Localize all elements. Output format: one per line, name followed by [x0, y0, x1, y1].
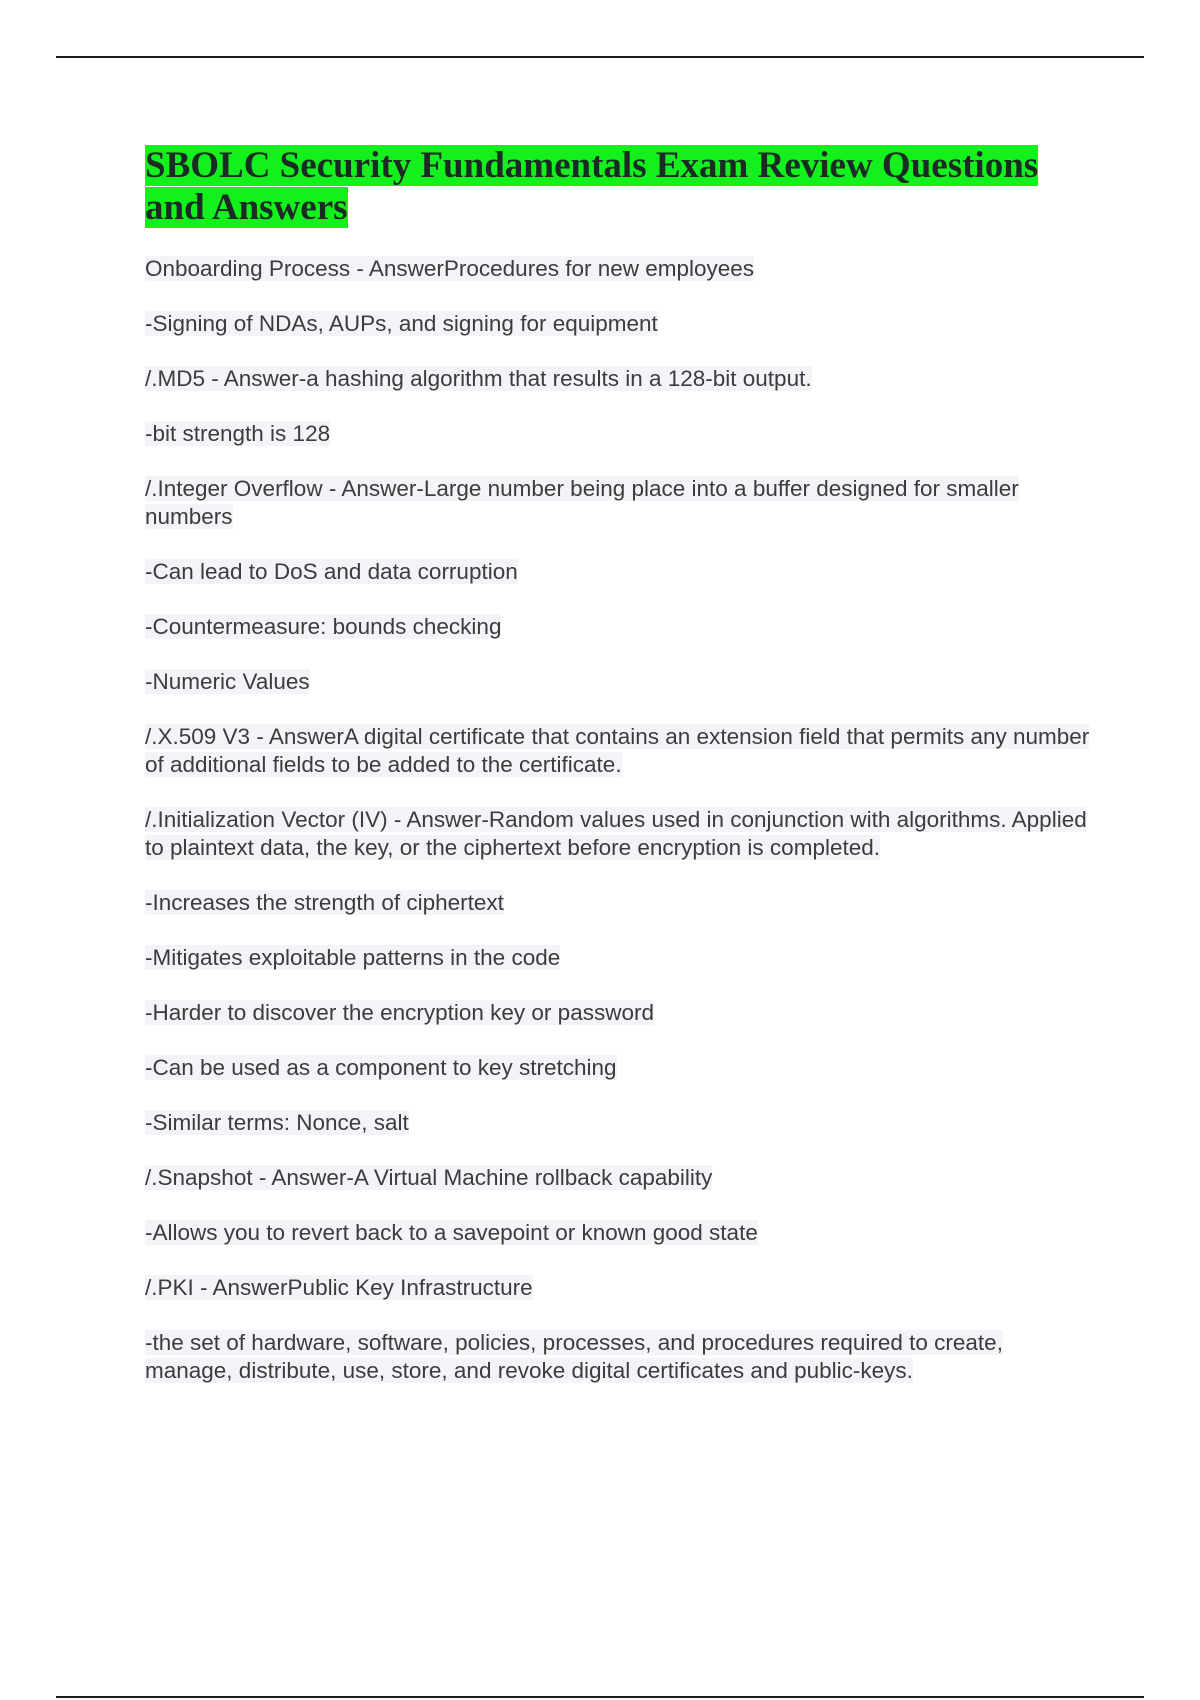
- qa-entry-text: -Similar terms: Nonce, salt: [145, 1110, 409, 1135]
- qa-entry-text: /.Snapshot - Answer-A Virtual Machine rollback capability: [145, 1165, 713, 1190]
- qa-entry: [145, 806, 1095, 862]
- qa-entry-text: -Signing of NDAs, AUPs, and signing for equipment: [145, 311, 658, 336]
- qa-entry-text: /.Initialization Vector (IV) - Answer-Random values used in conjunction with algorithms. Applied to plaintext data, the key, or the ciphertext before encryption is completed.: [145, 807, 1087, 860]
- qa-entry: [145, 668, 1095, 696]
- qa-entry-text: Onboarding Process - AnswerProcedures for new employees: [145, 256, 755, 281]
- qa-entry: [145, 420, 1095, 448]
- qa-entry-text: -Mitigates exploitable patterns in the code: [145, 945, 561, 970]
- qa-entry-text: -the set of hardware, software, policies, processes, and procedures required to create, manage, distribute, use, store, and revoke digital certificates and public-keys.: [145, 1330, 1003, 1383]
- qa-entry-text: -bit strength is 128: [145, 421, 331, 446]
- qa-list: [145, 255, 1095, 1385]
- qa-entry-text: /.PKI - AnswerPublic Key Infrastructure: [145, 1275, 533, 1300]
- qa-entry: [145, 944, 1095, 972]
- qa-entry-text: -Countermeasure: bounds checking: [145, 614, 502, 639]
- qa-entry-text: /.X.509 V3 - AnswerA digital certificate that contains an extension field that permits any number of additional fields to be added to the certificate.: [145, 724, 1090, 777]
- qa-entry: [145, 365, 1095, 393]
- qa-entry: [145, 1109, 1095, 1137]
- document-body: [145, 145, 1095, 1412]
- qa-entry-text: /.MD5 - Answer-a hashing algorithm that results in a 128-bit output.: [145, 366, 812, 391]
- qa-entry: [145, 1329, 1095, 1385]
- document-title-text: SBOLC Security Fundamentals Exam Review Questions and Answers: [145, 145, 1039, 228]
- qa-entry: [145, 889, 1095, 917]
- footer-rule: [56, 1696, 1144, 1698]
- qa-entry: [145, 723, 1095, 779]
- qa-entry-text: /.Integer Overflow - Answer-Large number being place into a buffer designed for smaller numbers: [145, 476, 1019, 529]
- qa-entry: [145, 310, 1095, 338]
- qa-entry-text: -Increases the strength of ciphertext: [145, 890, 504, 915]
- qa-entry-text: -Numeric Values: [145, 669, 310, 694]
- document-title: [145, 145, 1095, 229]
- qa-entry-text: -Harder to discover the encryption key or password: [145, 1000, 654, 1025]
- qa-entry: [145, 613, 1095, 641]
- qa-entry: [145, 475, 1095, 531]
- qa-entry: [145, 1054, 1095, 1082]
- header-rule: [56, 56, 1144, 58]
- qa-entry: [145, 558, 1095, 586]
- qa-entry: [145, 1219, 1095, 1247]
- qa-entry-text: -Allows you to revert back to a savepoint or known good state: [145, 1220, 758, 1245]
- qa-entry: [145, 255, 1095, 283]
- qa-entry-text: -Can lead to DoS and data corruption: [145, 559, 518, 584]
- qa-entry: [145, 999, 1095, 1027]
- qa-entry: [145, 1274, 1095, 1302]
- qa-entry: [145, 1164, 1095, 1192]
- qa-entry-text: -Can be used as a component to key stretching: [145, 1055, 617, 1080]
